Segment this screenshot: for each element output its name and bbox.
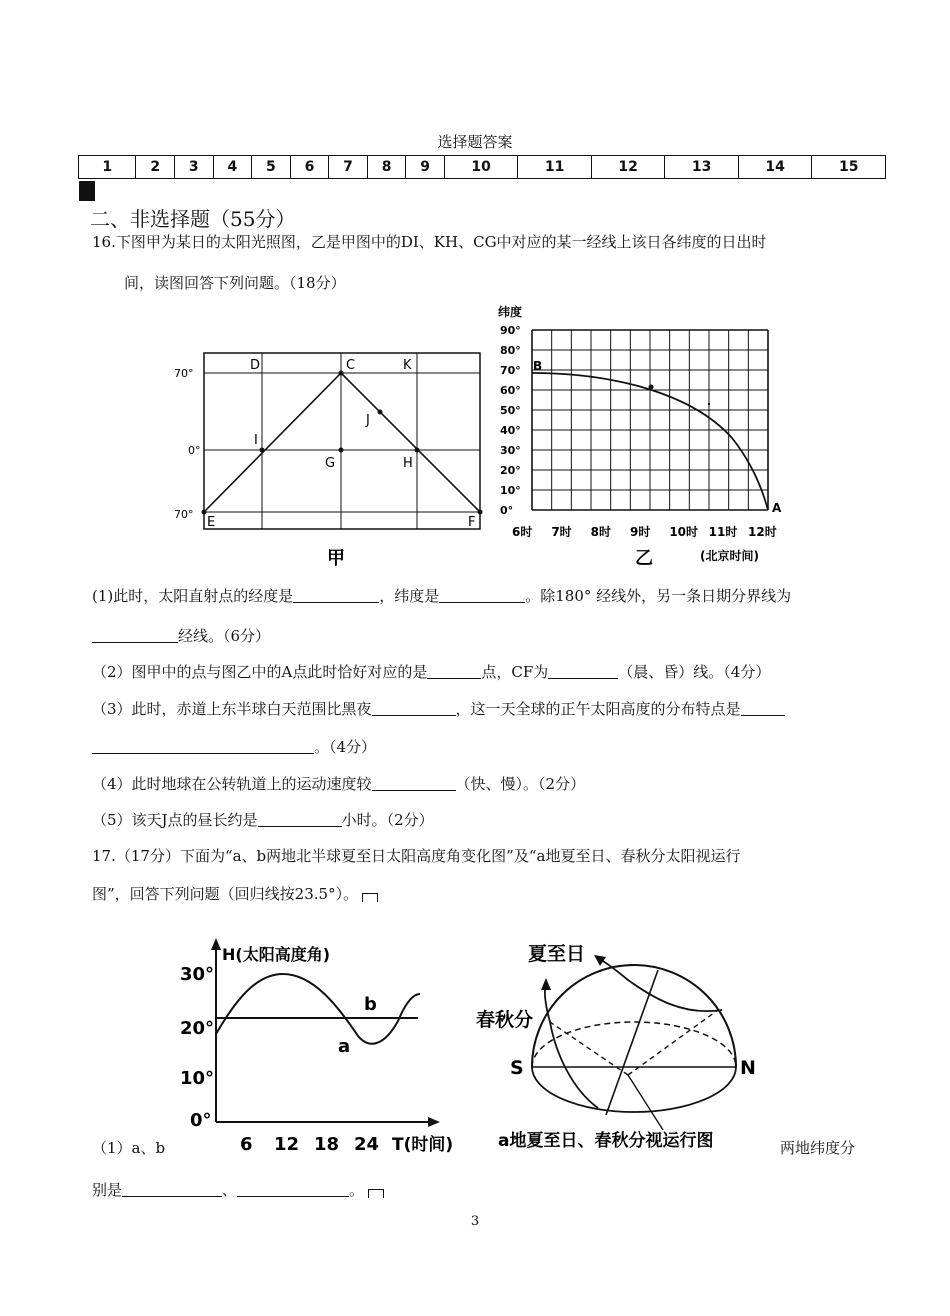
yi-y-tick: 40°	[500, 424, 521, 437]
q16-p3-text-b: ，这一天全球的正午太阳高度的分布特点是	[455, 700, 741, 718]
edit-mark-icon	[362, 893, 378, 902]
q16-p5-text-b: 小时。（2分）	[341, 811, 434, 829]
yi-x-tick: 8时	[590, 525, 612, 539]
yi-grid	[532, 330, 768, 510]
q16-p3-line2	[92, 737, 376, 757]
h-y-tick-0: 0°	[190, 1110, 212, 1131]
answer-number-11: 11	[518, 156, 592, 179]
q17-p1-text-a: （1）a、b	[92, 1139, 166, 1157]
figure-sun-path	[478, 930, 778, 1160]
q16-p1-text-c: 。除180° 经线外，另一条日期分界线为	[525, 587, 792, 605]
answer-number-4: 4	[213, 156, 252, 179]
q16-p2-blank-point[interactable]	[427, 664, 481, 679]
jia-point-j: J	[366, 413, 370, 428]
sun-caption: a地夏至日、春秋分视运行图	[498, 1131, 714, 1151]
jia-lat-70s: 70°	[174, 508, 194, 521]
q16-p2-blank-line[interactable]	[548, 664, 618, 679]
yi-y-tick: 10°	[500, 484, 521, 497]
jia-point-e: E	[207, 515, 216, 530]
h-x-tick-24: 24	[354, 1134, 380, 1155]
q16-p4-blank-speed[interactable]	[372, 776, 456, 791]
yi-y-tick: 30°	[500, 444, 521, 457]
sun-equinox-label: 春秋分	[476, 1009, 534, 1031]
h-x-tick-12: 12	[274, 1134, 300, 1155]
yi-point-a: A	[772, 501, 782, 515]
yi-x-tick: 9时	[630, 525, 651, 539]
jia-lat-0: 0°	[188, 444, 201, 457]
q17-stem-line1: 17.（17分）下面为“a、b两地北半球夏至日太阳高度角变化图”及“a地夏至日、春秋分太阳视运行	[92, 847, 741, 865]
q16-p3-text-a: （3）此时，赤道上东半球白天范围比黑夜	[92, 700, 372, 718]
edit-mark-icon	[368, 1189, 384, 1198]
q16-p2-text-a: （2）图甲中的点与图乙中的A点此时恰好对应的是	[92, 663, 428, 681]
q17-p1-line2	[92, 1180, 384, 1200]
jia-lat-70n: 70°	[174, 367, 194, 380]
q16-p1-line2	[92, 626, 270, 646]
q17-p1-text-e: 。	[349, 1181, 365, 1199]
answer-number-15: 15	[812, 156, 886, 179]
jia-caption: 甲	[327, 548, 345, 569]
sun-summer-label: 夏至日	[528, 943, 586, 965]
h-x-tick-18: 18	[314, 1134, 340, 1155]
answer-cell-15[interactable]	[93, 182, 94, 201]
q17-p1-text-d: 、	[222, 1181, 238, 1199]
h-x-title: T(时间)	[392, 1135, 454, 1155]
h-y-tick-20: 20°	[180, 1018, 215, 1039]
jia-point-k: K	[403, 358, 412, 373]
yi-x-tick: 11时	[708, 525, 738, 539]
answer-table	[78, 155, 886, 198]
q16-p4-text-a: （4）此时地球在公转轨道上的运动速度较	[92, 775, 372, 793]
q16-p5-blank-daylength[interactable]	[258, 812, 342, 827]
yi-x-tick: 6时	[512, 525, 533, 539]
yi-x-note: (北京时间)	[700, 549, 759, 563]
q16-p1-text-a: (1)此时，太阳直射点的经度是	[92, 587, 294, 605]
yi-x-tick: 12时	[748, 525, 777, 539]
h-curve-b: b	[364, 994, 377, 1015]
yi-y-tick: 70°	[500, 364, 521, 377]
q16-stem-line2: 间，读图回答下列问题。（18分）	[124, 274, 346, 292]
q16-stem-line1: 16.下图甲为某日的太阳光照图，乙是甲图中的DI、KH、CG中对应的某一经线上该日各纬度的日出时	[92, 233, 767, 251]
h-y-tick-10: 10°	[180, 1068, 215, 1089]
yi-y-tick: 20°	[500, 464, 521, 477]
q16-p1-line1	[92, 586, 791, 606]
answer-number-row	[79, 156, 886, 179]
q16-p1-text-b: ，纬度是	[379, 587, 440, 605]
q16-p1-text-d: 经线。（6分）	[178, 627, 271, 645]
q16-p1-blank-longitude[interactable]	[293, 588, 379, 603]
h-y-tick-30: 30°	[180, 964, 215, 985]
q16-p1-blank-dateline[interactable]	[92, 628, 178, 643]
q17-stem-line2	[92, 884, 378, 904]
answer-number-12: 12	[591, 156, 665, 179]
q17-p1-text-c: 别是	[92, 1181, 123, 1199]
q16-p5-text-a: （5）该天J点的昼长约是	[92, 811, 258, 829]
sun-s-label: S	[510, 1057, 524, 1079]
answer-number-10: 10	[444, 156, 518, 179]
answer-number-8: 8	[367, 156, 406, 179]
yi-x-tick: 10时	[669, 525, 699, 539]
q16-p3-line1	[92, 699, 785, 719]
answer-number-3: 3	[174, 156, 213, 179]
yi-y-tick: 90°	[500, 324, 521, 337]
q16-p4-text-b: （快、慢）。（2分）	[455, 775, 586, 793]
q17-stem-line2-text: 图”，回答下列问题（回归线按23.5°）。	[92, 885, 359, 903]
q16-p4	[92, 774, 585, 794]
answer-number-2: 2	[136, 156, 175, 179]
q16-p1-blank-latitude[interactable]	[439, 588, 525, 603]
h-x-tick-6: 6	[240, 1134, 253, 1155]
figure-yi	[492, 298, 792, 570]
answer-number-1: 1	[79, 156, 136, 179]
q16-p2	[92, 662, 770, 682]
jia-point-i: I	[254, 433, 258, 448]
q17-p1-blank-a-latitude[interactable]	[122, 1182, 222, 1197]
q17-p1-text-b: 两地纬度分	[780, 1139, 856, 1157]
yi-x-tick: 7时	[551, 525, 572, 539]
q17-p1-blank-b-latitude[interactable]	[237, 1182, 349, 1197]
q16-p2-text-c: （晨、昏）线。（4分）	[618, 663, 771, 681]
q16-p2-text-b: 点，CF为	[481, 663, 549, 681]
q16-p5	[92, 810, 434, 830]
q16-p3-blank-range[interactable]	[372, 701, 456, 716]
figure-jia	[170, 340, 490, 570]
yi-y-tick: 60°	[500, 384, 521, 397]
page-number: 3	[470, 1214, 480, 1229]
answer-number-14: 14	[738, 156, 812, 179]
section-heading: 二、非选择题（55分）	[90, 207, 296, 231]
sun-n-label: N	[740, 1057, 756, 1079]
jia-point-c: C	[346, 358, 356, 373]
answer-table-title: 选择题答案	[437, 133, 513, 151]
answer-number-9: 9	[406, 156, 445, 179]
jia-point-d: D	[250, 358, 261, 373]
h-curve-a: a	[338, 1036, 351, 1057]
q16-p3-blank-feature-a[interactable]	[741, 701, 785, 716]
yi-point-b: B	[533, 359, 543, 373]
yi-y-tick: 0°	[500, 504, 514, 517]
answer-number-7: 7	[329, 156, 368, 179]
yi-y-title: 纬度	[498, 305, 523, 319]
jia-point-g: G	[325, 456, 336, 471]
answer-blank-row	[79, 181, 95, 196]
q16-p3-blank-feature-b[interactable]	[92, 739, 314, 754]
h-y-title: H(太阳高度角)	[222, 945, 331, 964]
answer-number-13: 13	[665, 156, 739, 179]
answer-number-6: 6	[290, 156, 329, 179]
yi-y-tick: 80°	[500, 344, 521, 357]
jia-point-f: F	[468, 515, 476, 530]
answer-number-5: 5	[252, 156, 291, 179]
figure-solar-altitude	[180, 936, 473, 1164]
q16-p3-text-c: 。（4分）	[314, 738, 377, 756]
yi-caption: 乙	[635, 548, 653, 569]
jia-point-h: H	[403, 456, 413, 471]
yi-y-tick: 50°	[500, 404, 521, 417]
